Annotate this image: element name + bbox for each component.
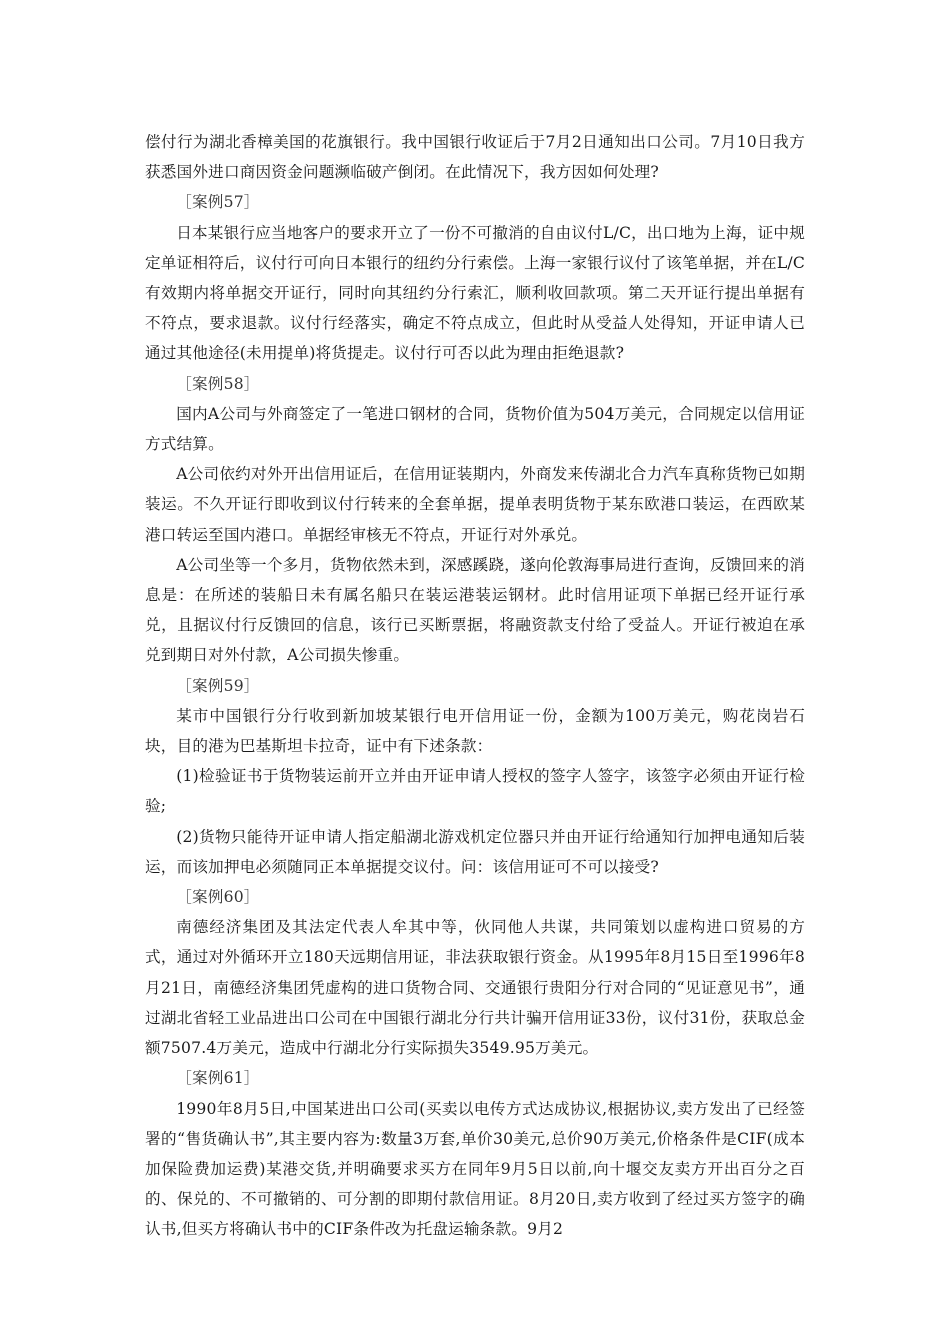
case-heading-61: ［案例61］: [176, 1069, 260, 1088]
paragraph-case59-1: 某市中国银行分行收到新加坡某银行电开信用证一份，金额为100万美元，购花岗岩石块，目的港为巴基斯坦卡拉奇，证中有下述条款：: [145, 706, 805, 756]
paragraph-case58-2: A公司依约对外开出信用证后，在信用证装期内，外商发来传湖北合力汽车真称货物已如期装运。不久开证行即收到议付行转来的全套单据，提单表明货物于某东欧港口装运，在西欧某港口转运至国内港口。单据经审核无不符点，开证行对外承兑。: [145, 465, 805, 544]
paragraph-case59-item1: (1)检验证书于货物装运前开立并由开证申请人授权的签字人签字，该签字必须由开证行检验;: [145, 767, 805, 816]
paragraph-case60: 南德经济集团及其法定代表人牟其中等，伙同他人共谋，共同策划以虚构进口贸易的方式，通过对外循环开立180天远期信用证，非法获取银行资金。从1995年8月15日至1996年8月21日，南德经济集团凭虚构的进口货物合同、交通银行贵阳分行对合同的“见证意见书”，通过湖北省轻工业品进出口公司在中国银行湖北分行共计骗开信用证33份，议付31份，获取总金额7507.4万美元，造成中行湖北分行实际损失3549.95万美元。: [145, 918, 805, 1058]
paragraph-case57: 日本某银行应当地客户的要求开立了一份不可撤消的自由议付L/C，出口地为上海，证中规定单证相符后，议付行可向日本银行的纽约分行索偿。上海一家银行议付了该笔单据，并在L/C有效期内将单据交开证行，同时向其纽约分行索汇，顺利收回款项。第二天开证行提出单据有不符点，要求退款。议付行经落实，确定不符点成立，但此时从受益人处得知，开证申请人已通过其他途径(未用提单)将货提走。议付行可否以此为理由拒绝退款?: [145, 223, 805, 363]
case-heading-59: ［案例59］: [176, 676, 260, 695]
paragraph-case59-item2: (2)货物只能待开证申请人指定船湖北游戏机定位器只并由开证行给通知行加押电通知后装运，而该加押电必须随同正本单据提交议付。问：该信用证可不可以接受?: [145, 827, 805, 876]
paragraph-case61: 1990年8月5日,中国某进出口公司(买卖以电传方式达成协议,根据协议,卖方发出了已经签署的“售货确认书”,其主要内容为:数量3万套,单价30美元,总价90万美元,价格条件是CIF(成本加保险费加运费)某港交货,并明确要求买方在同年9月5日以前,向十堰交友卖方开出百分之百的、保兑的、不可撤销的、可分割的即期付款信用证。8月20日,卖方收到了经过买方签字的确认书,但买方将确认书中的CIF条件改为托盘运输条款。9月2: [145, 1099, 805, 1239]
case-heading-57: ［案例57］: [176, 193, 260, 212]
document-page: [145, 127, 805, 1245]
case-heading-58: ［案例58］: [176, 374, 260, 393]
paragraph-continued: 偿付行为湖北香樟美国的花旗银行。我中国银行收证后于7月2日通知出口公司。7月10日我方获悉国外进口商因资金问题濒临破产倒闭。在此情况下，我方因如何处理?: [145, 133, 805, 182]
paragraph-case58-3: A公司坐等一个多月，货物依然未到，深感蹊跷，遂向伦敦海事局进行查询，反馈回来的消息是：在所述的装船日未有属名船只在装运港装运钢材。此时信用证项下单据已经开证行承兑，且据议付行反馈回的信息，该行已买断票据，将融资款支付给了受益人。开证行被迫在承兑到期日对外付款，A公司损失惨重。: [145, 555, 805, 665]
paragraph-case58-1: 国内A公司与外商签定了一笔进口钢材的合同，货物价值为504万美元，合同规定以信用证方式结算。: [145, 404, 805, 454]
case-heading-60: ［案例60］: [176, 888, 260, 907]
